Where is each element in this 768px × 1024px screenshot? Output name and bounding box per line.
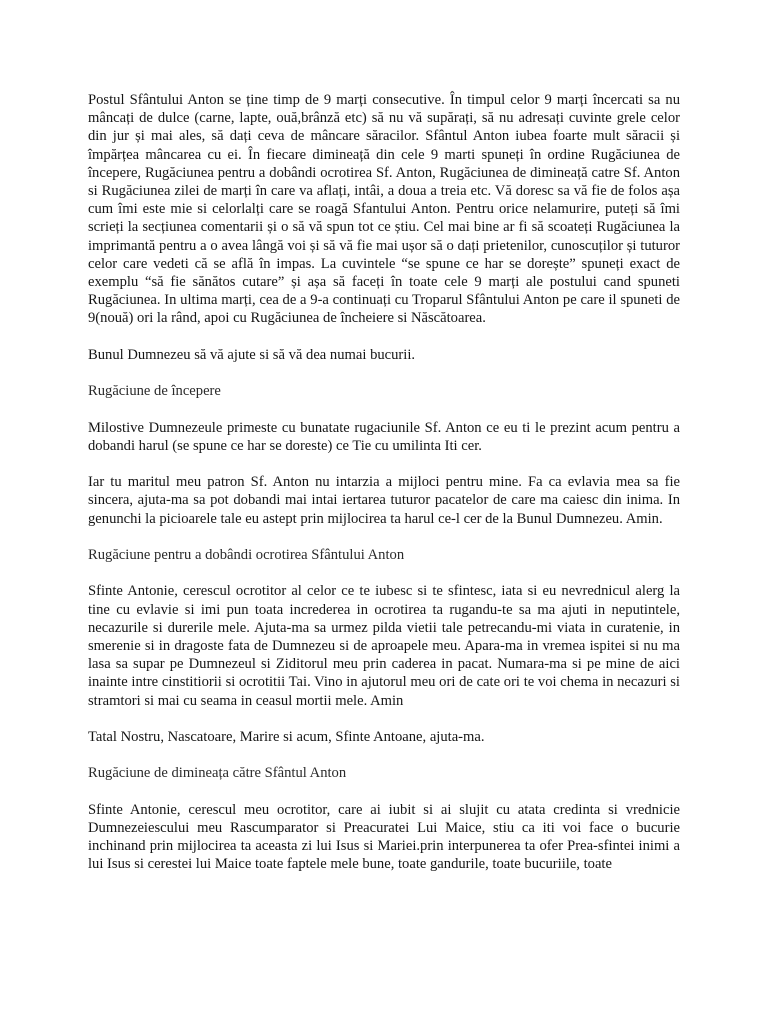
protection-prayer-paragraph: Sfinte Antonie, cerescul ocrotitor al celor ce te iubesc si te sfintesc, iata si eu nevrednicul alerg la tine cu evlavie si imi pun toata increderea in ocrotirea ta rugandu-te sa ma ajuti in neputintele, necazurile si durerile mele. Ajuta-ma sa urmez pilda vietii tale petrecandu-mi viata in curatenie, in smerenie si in dragoste fata de Dumnezeu si de aproapele meu. Apara-ma in vremea ispitei si nu ma lasa sa supar pe Dumnezeul si Ziditorul meu prin caderea in pacat. Numara-ma si pe mine de aici inainte intre cinstitiorii si ocrotitii Tai. Vino in ajutorul meu ori de cate ori te voi chema in necazuri si stramtori si mai cu seama in ceasul mortii mele. Amin xyxy=(88,583,680,709)
document-page xyxy=(88,91,680,892)
heading-opening-prayer: Rugăciune de începere xyxy=(88,383,221,400)
intro-paragraph: Postul Sfântului Anton se ține timp de 9 marți consecutive. În timpul celor 9 marți încercati sa nu mâncați de dulce (carne, lapte, ouă,brânză etc) să nu vă supărați, să nu adresați cuvinte grele celor din jur și mai ales, să dați ceva de mâncare săracilor. Sfântul Anton iubea foarte mult săracii și împărțea mâncarea cu ei. În fiecare dimineață din cele 9 marti spuneți în ordine Rugăciunea de începere, Rugăciunea pentru a dobândi ocrotirea Sf. Anton, Rugăciunea de dimineață catre Sf. Anton si Rugăciunea zilei de marți în care va aflați, intâi, a doua a treia etc. Vă doresc sa vă fie de folos așa cum îmi este mie si celorlalți care se roagă Sfantului Anton. Pentru orice nelamurire, puteți să îmi scrieți la secțiunea comentarii și o să vă spun tot ce știu. Cel mai bine ar fi să scoateți Rugăciunea la imprimantă pentru a o avea lângă voi și să vă fie mai ușor să o dați prietenilor, cunoscuților și tuturor celor care vedeti că se află în impas. La cuvintele “se spune ce har se dorește” spuneți exact de exemplu “să fie sănătos cutare” și așa să faceți în toate cele 9 marți ale postului cand spuneti Rugăciunea. In ultima marți, cea de a 9-a continuați cu Troparul Sfântului Anton pe care il spuneti de 9(nouă) ori la rând, apoi cu Rugăciunea de încheiere si Născătoarea. xyxy=(88,92,680,327)
opening-prayer-continuation: Iar tu maritul meu patron Sf. Anton nu intarzia a mijloci pentru mine. Fa ca evlavia mea sa fie sincera, ajuta-ma sa pot dobandi mai intai iertarea tuturor pacatelor de care ma caiesc din inima. In genunchi la picioarele tale eu astept prin mijlocirea ta harul ce-l cer de la Bunul Dumnezeu. Amin. xyxy=(88,474,680,527)
morning-prayer-paragraph: Sfinte Antonie, cerescul meu ocrotitor, care ai iubit si ai slujit cu atata credinta si vrednicie Dumnezeiescului meu Rascumparator si Preacuratei Lui Maice, stiu ca iti voi face o bucurie inchinand prin mijlocirea ta aceasta zi lui Isus si Mariei.prin interpunerea ta ofer Prea-sfintei inimi a lui Isus si cerestei lui Maice toate faptele mele bune, toate gandurile, toate bucuriile, toate xyxy=(88,801,680,873)
heading-protection-prayer: Rugăciune pentru a dobândi ocrotirea Sfântului Anton xyxy=(88,547,405,563)
heading-morning-prayer: Rugăciune de dimineața către Sfântul Anton xyxy=(88,765,347,782)
blessing-paragraph: Bunul Dumnezeu să vă ajute si să vă dea numai bucurii. xyxy=(88,346,416,363)
closing-line: Tatal Nostru, Nascatoare, Marire si acum, Sfinte Antoane, ajuta-ma. xyxy=(88,729,485,745)
opening-prayer-paragraph: Milostive Dumnezeule primeste cu bunatate rugaciunile Sf. Anton ce eu ti le prezint acum pentru a dobandi harul (se spune ce har se doreste) ce Tie cu umilinta Iti cer. xyxy=(88,419,680,454)
